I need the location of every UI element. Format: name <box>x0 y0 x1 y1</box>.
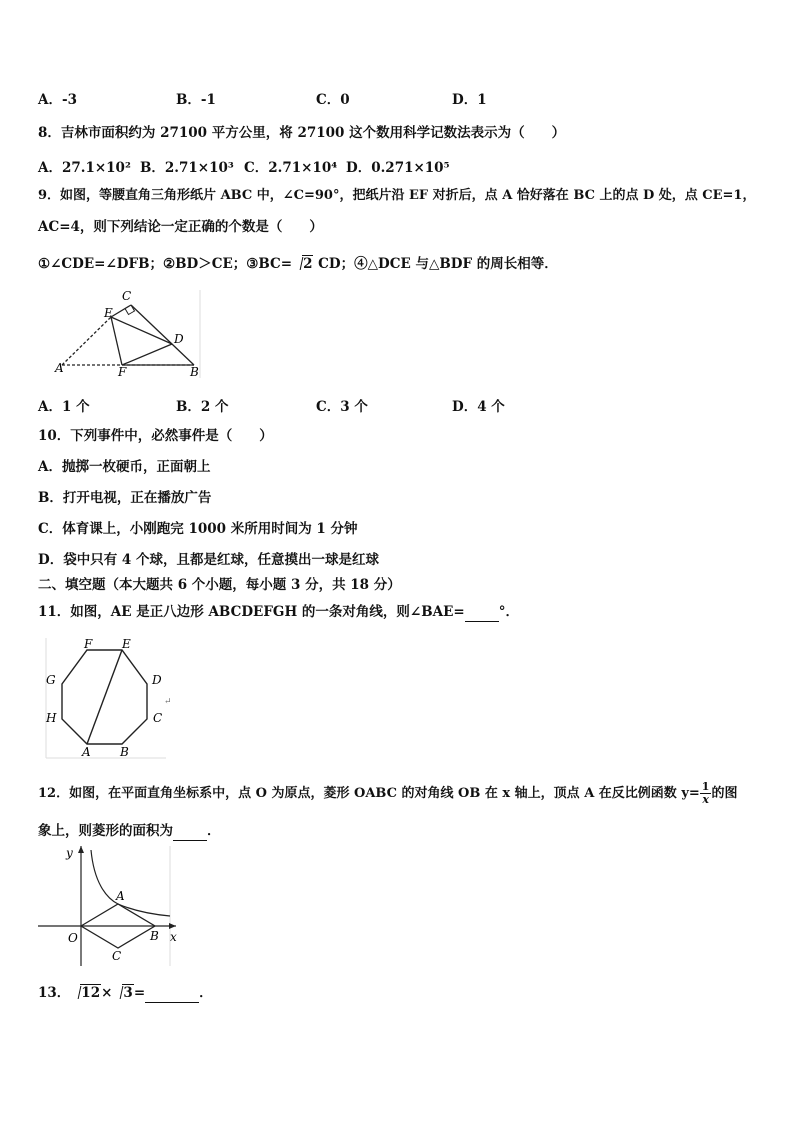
sqrt-symbol <box>292 255 313 273</box>
q11-label-f: F <box>84 637 93 651</box>
q8-option-c: C．2.71×10⁴ <box>244 160 338 176</box>
q12-stem-a: 12．如图，在平面直角坐标系中，点 O 为原点，菱形 OABC 的对角线 OB 在 x 轴上，顶点 A 在反比例函数 y= <box>38 786 700 801</box>
q7-option-d: D．1 <box>452 92 487 108</box>
q9-label-d: D <box>174 332 184 346</box>
q11-label-g: G <box>46 673 56 687</box>
q12-label-a: A <box>116 889 125 903</box>
answer-blank <box>145 984 199 1003</box>
q10-stem: 10．下列事件中，必然事件是（ ） <box>38 428 273 444</box>
q11-label-c: C <box>153 711 163 725</box>
sqrt-symbol <box>112 984 133 1002</box>
q10-option-c: C．体育课上，小刚跑完 1000 米所用时间为 1 分钟 <box>38 521 358 537</box>
q11-stem-b: °． <box>498 604 519 620</box>
q10-option-a: A．抛掷一枚硬币，正面朝上 <box>38 459 211 475</box>
q9-option-c: C．3 个 <box>316 399 368 415</box>
q9-option-a: A．1 个 <box>38 399 90 415</box>
q13-times: × <box>101 985 113 1001</box>
q8-option-d: D．0.271×10⁵ <box>346 160 450 176</box>
q12-stem-b: 的图 <box>711 786 738 801</box>
q9-label-c: C <box>122 289 132 303</box>
q11-octagon-figure <box>42 634 178 760</box>
q9-label-e: E <box>104 306 113 320</box>
q13-suffix: ． <box>199 985 213 1001</box>
q13-sqrt1: 12 <box>81 985 101 1001</box>
q8-option-a: A．27.1×10² <box>38 160 131 176</box>
q13-prefix: 13． <box>38 985 71 1001</box>
fraction-numerator: 1 <box>701 780 710 793</box>
q9-conclusions <box>38 255 558 273</box>
q8-option-b: B．2.71×10³ <box>140 160 234 176</box>
q9-label-b: B <box>190 365 199 379</box>
section-heading: 二、填空题（本大题共 6 个小题，每小题 3 分，共 18 分） <box>38 577 401 593</box>
q7-option-a: A．-3 <box>38 92 77 108</box>
q7-option-b: B．-1 <box>176 92 216 108</box>
q9-conclusions-a: ①∠CDE=∠DFB；②BD＞CE；③BC= <box>38 256 293 272</box>
q9-conclusions-b: CD；④△DCE 与△BDF 的周长相等． <box>313 256 558 272</box>
q11-label-h: H <box>46 711 57 725</box>
q13-equals: = <box>133 985 146 1001</box>
q12-label-b: B <box>150 929 159 943</box>
q9-sqrt-value: 2 <box>303 256 313 272</box>
q10-option-b: B．打开电视，正在播放广告 <box>38 490 212 506</box>
q12-stem-line2 <box>38 822 221 841</box>
q12-stem-line1 <box>38 781 737 806</box>
return-mark: ↵ <box>164 697 172 707</box>
q9-label-a: A <box>55 361 64 375</box>
q12-label-x: x <box>170 930 177 944</box>
answer-blank <box>465 603 499 622</box>
q11-stem-a: 11．如图，AE 是正八边形 ABCDEFGH 的一条对角线，则∠BAE= <box>38 604 465 620</box>
q9-stem-line2: AC=4，则下列结论一定正确的个数是（ ） <box>38 219 323 235</box>
q13-expression <box>38 984 213 1003</box>
q12-stem-line2-text: 象上，则菱形的面积为 <box>38 823 173 839</box>
q11-label-d: D <box>152 673 162 687</box>
fraction-denominator: x <box>702 793 709 806</box>
q8-stem: 8．吉林市面积约为 27100 平方公里，将 27100 这个数用科学记数法表示为（ ） <box>38 125 566 141</box>
q12-stem-line2-end: ． <box>207 823 221 839</box>
q9-option-d: D．4 个 <box>452 399 505 415</box>
q11-stem <box>38 603 519 622</box>
q12-label-o: O <box>68 931 78 945</box>
q13-sqrt2: 3 <box>123 985 133 1001</box>
q9-stem-line1: 9．如图，等腰直角三角形纸片 ABC 中，∠C=90°，把纸片沿 EF 对折后，点 A 恰好落在 BC 上的点 D 处，点 CE=1， <box>38 188 756 203</box>
q9-option-b: B．2 个 <box>176 399 229 415</box>
q11-label-a: A <box>82 745 91 759</box>
q10-option-d: D．袋中只有 4 个球，且都是红球，任意摸出一球是红球 <box>38 552 379 568</box>
q9-figure <box>52 288 204 380</box>
q11-label-e: E <box>122 637 131 651</box>
answer-blank <box>173 822 207 841</box>
q9-label-f: F <box>118 365 127 379</box>
q7-option-c: C．0 <box>316 92 350 108</box>
q11-label-b: B <box>120 745 129 759</box>
q12-label-y: y <box>66 846 73 860</box>
sqrt-symbol <box>70 984 101 1002</box>
q12-coordinate-figure <box>36 842 180 970</box>
q12-label-c: C <box>112 949 122 963</box>
fraction <box>700 781 712 806</box>
